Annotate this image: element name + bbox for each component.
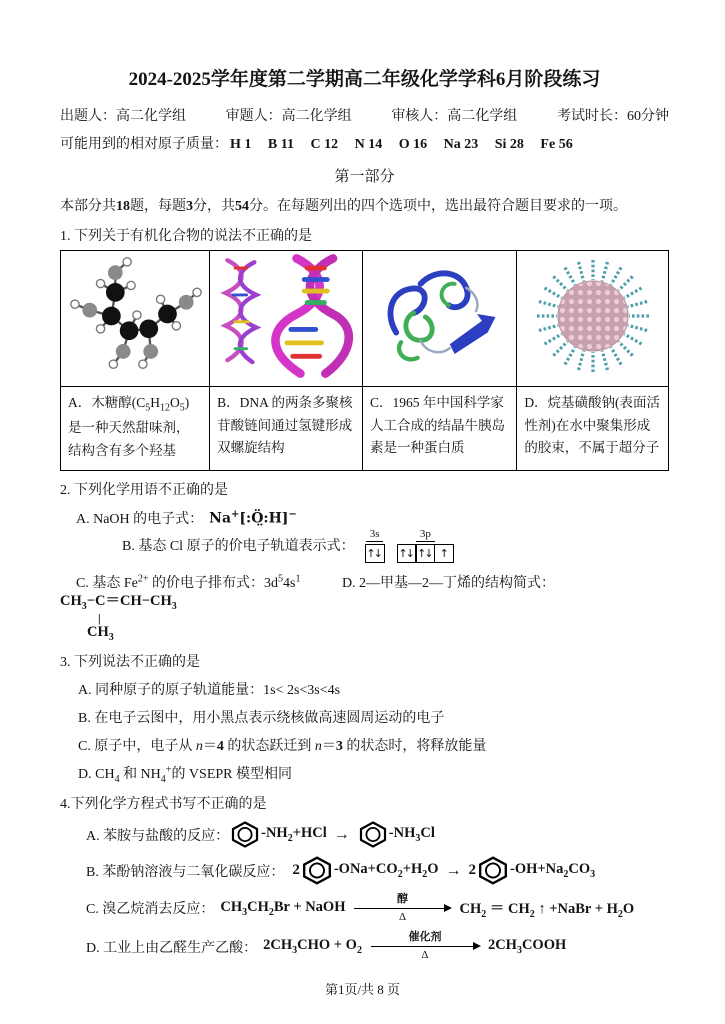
q4-option-d-label: D. 工业上由乙醛生产乙酸： [86, 940, 258, 956]
q4-option-c-label: C. 溴乙烷消去反应： [86, 902, 215, 918]
beta-sheet-arrow [449, 314, 495, 354]
q1-cell-image-b [210, 251, 363, 387]
reaction-arrow-simple: → [333, 825, 350, 843]
q3-option-b: B. 在电子云图中，用小黑点表示绕核做高速圆周运动的电子 [78, 711, 445, 727]
q1-image-row [61, 251, 669, 387]
reaction-arrow-with-conditions [371, 931, 479, 961]
q2-options-cd [76, 572, 669, 592]
q4-option-b-label: B. 苯酚钠溶液与二氧化碳反应： [86, 864, 285, 880]
q1-options-table [60, 250, 669, 471]
orbital-3p-label: 3p [416, 528, 435, 542]
q4-d-lhs: $2CH_3CHO + O_2$ [263, 937, 362, 957]
dna-double-helix-image [214, 253, 358, 379]
q4-c-lhs: $CH_3CH_2Br$ + NaOH [220, 898, 346, 918]
orbital-3s-label: 3s [366, 528, 384, 542]
q4-option-a [86, 821, 669, 848]
orbital-3s-box: ↑↓ [365, 544, 385, 563]
benzene-ring-icon [301, 856, 333, 885]
q4-option-c [86, 893, 669, 923]
meta-verifier: 审核人：高二化学组 [391, 109, 518, 124]
structure-methyl-branch: $CH_3$ [87, 624, 114, 643]
atomic-masses-line [60, 133, 669, 153]
mass-Si: Si 28 [494, 137, 524, 152]
reaction-condition-bottom: Δ [421, 949, 429, 962]
reaction-arrow-line [371, 946, 479, 947]
q4-c-rhs: $CH_2 = CH_2$ ↑ +NaBr + $H_2O$ [459, 900, 635, 920]
q4-a-lhs: $-NH_2+HCl$ [261, 825, 327, 845]
page-title: 2024-2025学年度第二学期高二年级化学学科6月阶段练习 [128, 69, 601, 90]
mass-C: C 12 [310, 137, 339, 152]
reaction-arrow-simple: → [445, 861, 462, 879]
meta-duration: 考试时长：60分钟 [556, 109, 669, 124]
q2-option-c: C. 基态 $Fe^{2+}$ 的价电子排布式：$3d^54s^1$ [76, 573, 301, 592]
structure-main-chain: $CH_3-C=CH-CH_3$ [60, 593, 177, 612]
mass-H: H 1 [230, 137, 252, 152]
protein-ribbon-image [367, 254, 513, 378]
q4-option-a-label: A. 苯胺与盐酸的反应： [86, 828, 230, 844]
q4-b-coefficient-1: 2 [292, 862, 300, 879]
q1-option-b: B．DNA 的两条多聚核苷酸链间通过氢键形成双螺旋结构 [210, 387, 363, 471]
q4-option-d [86, 931, 669, 961]
mass-B: B 11 [267, 137, 294, 152]
reaction-arrow-with-conditions [354, 893, 450, 923]
exam-meta [60, 105, 669, 125]
meta-reviewer: 审题人：高二化学组 [225, 109, 352, 124]
q1-cell-image-d [517, 251, 669, 387]
orbital-3p-box-3: ↑ [434, 544, 454, 563]
q2-option-b [122, 528, 454, 563]
structural-formula-2-methyl-2-butene [60, 594, 669, 643]
orbital-3p-group [397, 528, 455, 563]
mass-Na: Na 23 [443, 137, 479, 152]
q2-option-a-label: A. NaOH 的电子式： [76, 511, 204, 527]
q2-option-b-label: B. 基态 Cl 原子的价电子轨道表示式： [122, 539, 355, 555]
q3-option-c: C. 原子中，电子从 n＝4 的状态跃迁到 n＝3 的状态时，将释放能量 [78, 739, 487, 755]
q1-stem: 1. 下列关于有机化合物的说法不正确的是 [60, 229, 312, 244]
q4-a-rhs: $-NH_3Cl$ [388, 825, 435, 845]
micelle-image [522, 252, 664, 380]
benzene-ring-icon [358, 821, 388, 848]
reaction-condition-top: 催化剂 [408, 931, 442, 944]
q4-d-rhs: $2CH_3COOH$ [487, 937, 567, 957]
masses-label: 可能用到的相对原子质量： [60, 137, 228, 152]
q3-option-a: A. 同种原子的原子轨道能量：1s< 2s<3s<4s [78, 683, 341, 699]
orbital-diagram [365, 528, 455, 563]
reaction-condition-top: 醇 [396, 893, 408, 906]
q3-option-d: D. $CH_4$ 和 $NH_4^+$的 VSEPR 模型相同 [78, 764, 293, 786]
q1-text-row [61, 387, 669, 471]
q1-option-a: A．木糖醇$(C_5H_{12}O_5)$是一种天然甜味剂，结构含有多个羟基 [61, 387, 210, 471]
orbital-3p-box-1: ↑↓ [397, 544, 417, 563]
section-title: 第一部分 [334, 169, 395, 185]
benzene-ring-icon [230, 821, 260, 848]
q4-b-lhs: $-ONa+CO_2+H_2O$ [333, 861, 439, 881]
q4-b-rhs: $-OH+Na_2CO_3$ [510, 861, 596, 881]
page-number: 第1页/共 8 页 [324, 982, 401, 997]
q2-stem: 2. 下列化学用语不正确的是 [60, 482, 228, 498]
q4-b-coefficient-2: 2 [468, 862, 477, 879]
benzene-ring-icon [477, 856, 509, 885]
q4-option-b [86, 856, 669, 885]
orbital-3s-group [365, 528, 385, 563]
q1-cell-image-a [61, 251, 210, 387]
q3-stem: 3. 下列说法不正确的是 [60, 655, 200, 671]
xylitol-ball-and-stick-image [66, 253, 204, 379]
section-intro: 本部分共18题，每题3分，共54分。在每题列出的四个选项中，选出最符合题目要求的一项。 [60, 199, 627, 214]
reaction-condition-bottom: Δ [398, 910, 407, 923]
structure-vertical-bond: | [98, 611, 101, 626]
q4-stem: 4.下列化学方程式书写不正确的是 [60, 797, 267, 813]
mass-Fe: Fe 56 [540, 137, 573, 152]
q2-option-d-label: D. 2—甲基—2—丁烯的结构简式： [341, 576, 556, 592]
q2-options-ab [76, 508, 669, 563]
orbital-3p-box-2: ↑↓ [415, 544, 435, 563]
naoh-electron-formula: Na+[:Ö̤:H]− [209, 509, 297, 527]
mass-O: O 16 [398, 137, 428, 152]
reaction-arrow-line [354, 908, 450, 909]
q1-option-d: D．烷基磺酸钠(表面活性剂)在水中聚集形成的胶束，不属于超分子 [517, 387, 669, 471]
mass-N: N 14 [354, 137, 383, 152]
meta-setter: 出题人：高二化学组 [60, 109, 186, 124]
q1-cell-image-c [363, 251, 517, 387]
q1-option-c: C．1965 年中国科学家人工合成的结晶牛胰岛素是一种蛋白质 [363, 387, 517, 471]
